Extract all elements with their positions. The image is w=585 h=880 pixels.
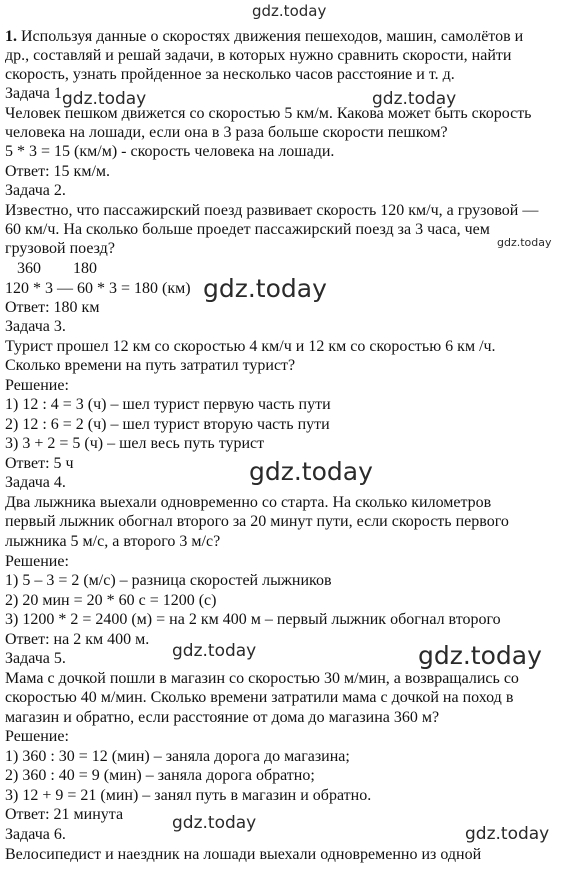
watermark: gdz.today [249, 457, 373, 486]
solution-step: 2) 12 : 6 = 2 (ч) – шел турист вторую часть пути [5, 416, 330, 433]
solution-step: 3) 12 + 9 = 21 (мин) – занял путь в магазин и обратно. [5, 787, 372, 804]
answer-line: Ответ: 5 ч [5, 455, 74, 472]
text-line: Известно, что пассажирский поезд развивает скорость 120 км/ч, а грузовой — [5, 202, 539, 219]
problem-heading: Задача 3. [5, 318, 66, 335]
solution-step: 2) 20 мин = 20 * 60 с = 1200 (с) [5, 592, 217, 609]
solution-line: 5 * 3 = 15 (км/м) - скорость человека на лошади. [5, 143, 335, 160]
text-line: 60 км/ч. На сколько больше проедет пассажирский поезд за 3 часа, чем [5, 221, 490, 238]
text-line: скоростью 40 м/мин. Сколько времени затратили мама с дочкой на поход в [5, 689, 514, 706]
watermark: gdz.today [465, 824, 550, 844]
text-line: Сколько времени на путь затратил турист? [5, 357, 296, 374]
text-line: лыжника 5 м/с, а второго 3 м/с? [5, 533, 221, 550]
text-line: скорость, узнать пройденное за несколько часов расстояние и т. д. [5, 66, 455, 83]
problem-heading: Задача 6. [5, 826, 66, 843]
text-line: первый лыжник обогнал второго за 20 минут пути, если скорость первого [5, 513, 509, 530]
watermark: gdz.today [172, 641, 257, 661]
problem-heading: Задача 5. [5, 650, 66, 667]
text-line: магазин и обратно, если расстояние от дома до магазина 360 м? [5, 709, 440, 726]
text-line: др., составляй и решай задачи, в которых нужно сравнить скорости, найти [5, 47, 512, 64]
solution-step: 1) 360 : 30 = 12 (мин) – заняла дорога до магазина; [5, 748, 350, 765]
text-line: грузовой поезд? [5, 240, 115, 257]
intermediate-values: 360 180 [5, 260, 97, 277]
watermark: gdz.today [252, 2, 327, 20]
watermark: gdz.today [203, 274, 327, 303]
solution-step: 1) 12 : 4 = 3 (ч) – шел турист первую часть пути [5, 396, 331, 413]
problem-heading: Задача 2. [5, 182, 66, 199]
text-line: Турист прошел 12 км со скоростью 4 км/ч и 12 км со скоростью 6 км /ч. [5, 338, 496, 355]
watermark: gdz.today [497, 236, 552, 249]
task-number: 1. [5, 28, 17, 45]
solution-line: 120 * 3 — 60 * 3 = 180 (км) [5, 280, 191, 297]
text-line: Мама с дочкой пошли в магазин со скоростью 30 м/мин, а возвращались со [5, 670, 519, 687]
answer-line: Ответ: на 2 км 400 м. [5, 631, 150, 648]
solution-step: 1) 5 – 3 = 2 (м/с) – разница скоростей лыжников [5, 572, 332, 589]
answer-line: Ответ: 180 км [5, 299, 100, 316]
task-heading-text: Используя данные о скоростях движения пешеходов, машин, самолётов и [17, 28, 524, 45]
watermark: gdz.today [172, 813, 257, 833]
text-line: человека на лошади, если она в 3 раза больше скорости пешком? [5, 124, 448, 141]
text-line: Человек пешком движется со скоростью 5 км/м. Какова может быть скорость [5, 105, 532, 122]
problem-heading: Задача 1. [5, 85, 66, 102]
watermark: gdz.today [372, 89, 457, 109]
watermark: gdz.today [418, 641, 542, 670]
text-line: Два лыжника выехали одновременно со старта. На сколько километров [5, 494, 492, 511]
solution-label: Решение: [5, 553, 69, 570]
answer-line: Ответ: 15 км/м. [5, 163, 111, 180]
problem-heading: Задача 4. [5, 474, 66, 491]
solution-step: 2) 360 : 40 = 9 (мин) – заняла дорога обратно; [5, 767, 315, 784]
text-line: Велосипедист и наездник на лошади выехали одновременно из одной [5, 846, 482, 863]
solution-label: Решение: [5, 377, 69, 394]
answer-line: Ответ: 21 минута [5, 806, 124, 823]
solution-step: 3) 3 + 2 = 5 (ч) – шел весь путь турист [5, 435, 265, 452]
watermark: gdz.today [62, 89, 147, 109]
solution-step: 3) 1200 * 2 = 2400 (м) = на 2 км 400 м – первый лыжник обогнал второго [5, 611, 501, 628]
solution-label: Решение: [5, 728, 69, 745]
task-heading [5, 27, 523, 46]
